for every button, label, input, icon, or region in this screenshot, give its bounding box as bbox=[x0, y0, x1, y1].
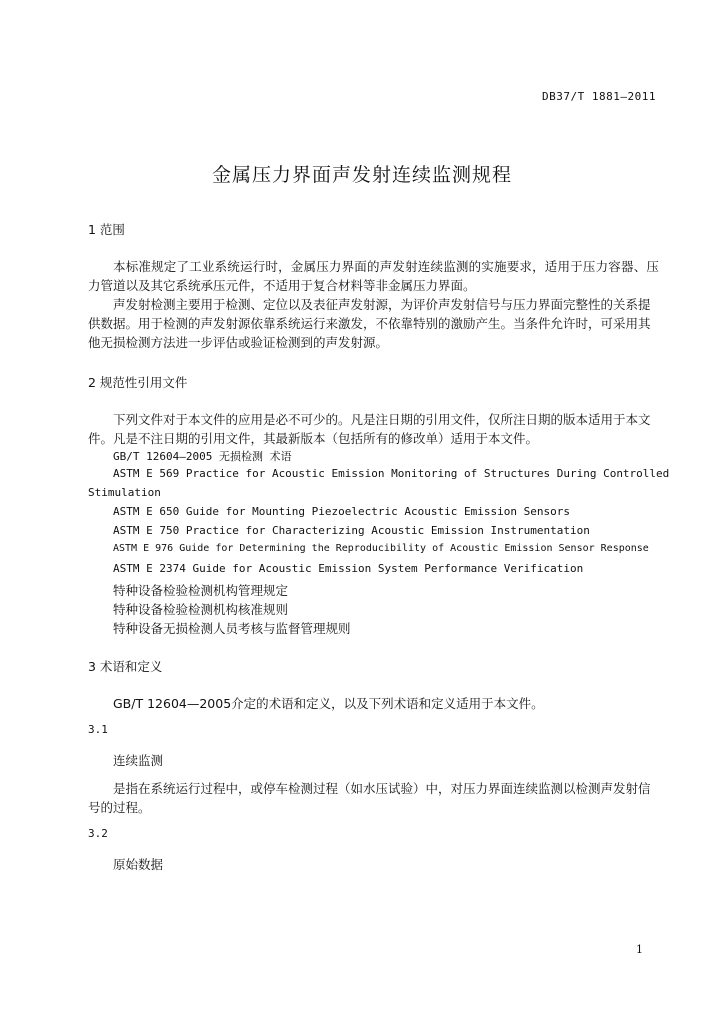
reference-item: ASTM E 2374 Guide for Acoustic Emission System Performance Verification bbox=[113, 562, 584, 575]
reference-item: 特种设备检验检测机构管理规定 bbox=[113, 583, 289, 598]
page-number: 1 bbox=[636, 943, 643, 956]
subsection-3-1-number: 3.1 bbox=[88, 723, 108, 736]
reference-item-continuation: Stimulation bbox=[88, 486, 161, 499]
section-1-paragraph-2-line-2: 供数据。用于检测的声发射源依靠系统运行来激发，不依靠特别的激励产生。当条件允许时，可采用其 bbox=[88, 316, 651, 331]
reference-item: ASTM E 976 Guide for Determining the Reproducibility of Acoustic Emission Sensor Response bbox=[113, 543, 649, 554]
section-3-heading: 3 术语和定义 bbox=[88, 659, 163, 674]
section-1-paragraph-2-line-3: 他无损检测方法进一步评估或验证检测到的声发射源。 bbox=[88, 335, 389, 350]
section-2-intro-line-2: 件。凡是不注日期的引用文件，其最新版本（包括所有的修改单）适用于本文件。 bbox=[88, 431, 539, 446]
section-2-intro-line-1: 下列文件对于本文件的应用是必不可少的。凡是注日期的引用文件，仅所注日期的版本适用于本文 bbox=[113, 412, 651, 427]
section-1-paragraph-1-line-1: 本标准规定了工业系统运行时，金属压力界面的声发射连续监测的实施要求，适用于压力容器、压 bbox=[113, 259, 660, 274]
reference-item: 特种设备无损检测人员考核与监督管理规则 bbox=[113, 621, 351, 636]
section-3-intro: GB/T 12604—2005介定的术语和定义，以及下列术语和定义适用于本文件。 bbox=[113, 696, 544, 711]
subsection-3-2-term: 原始数据 bbox=[113, 857, 164, 872]
reference-item: ASTM E 650 Guide for Mounting Piezoelectric Acoustic Emission Sensors bbox=[113, 505, 570, 518]
page-title: 金属压力界面声发射连续监测规程 bbox=[211, 164, 512, 186]
reference-item: ASTM E 750 Practice for Characterizing Acoustic Emission Instrumentation bbox=[113, 524, 590, 537]
document-number: DB37/T 1881—2011 bbox=[542, 90, 656, 103]
subsection-3-1-term: 连续监测 bbox=[113, 753, 164, 768]
subsection-3-2-number: 3.2 bbox=[88, 827, 108, 840]
reference-item: GB/T 12604—2005 无损检测 术语 bbox=[113, 450, 292, 463]
subsection-3-1-definition-line-1: 是指在系统运行过程中，或停车检测过程（如水压试验）中，对压力界面连续监测以检测声发射信 bbox=[113, 781, 651, 796]
reference-item: 特种设备检验检测机构核准规则 bbox=[113, 602, 289, 617]
section-1-paragraph-2-line-1: 声发射检测主要用于检测、定位以及表征声发射源，为评价声发射信号与压力界面完整性的关系提 bbox=[113, 297, 651, 312]
reference-item: ASTM E 569 Practice for Acoustic Emission Monitoring of Structures During Controlled bbox=[113, 467, 670, 480]
section-2-heading: 2 规范性引用文件 bbox=[88, 375, 188, 390]
subsection-3-1-definition-line-2: 号的过程。 bbox=[88, 800, 151, 815]
section-1-paragraph-1-line-2: 力管道以及其它系统承压元件，不适用于复合材料等非金属压力界面。 bbox=[88, 278, 476, 293]
section-1-heading: 1 范围 bbox=[88, 222, 125, 237]
